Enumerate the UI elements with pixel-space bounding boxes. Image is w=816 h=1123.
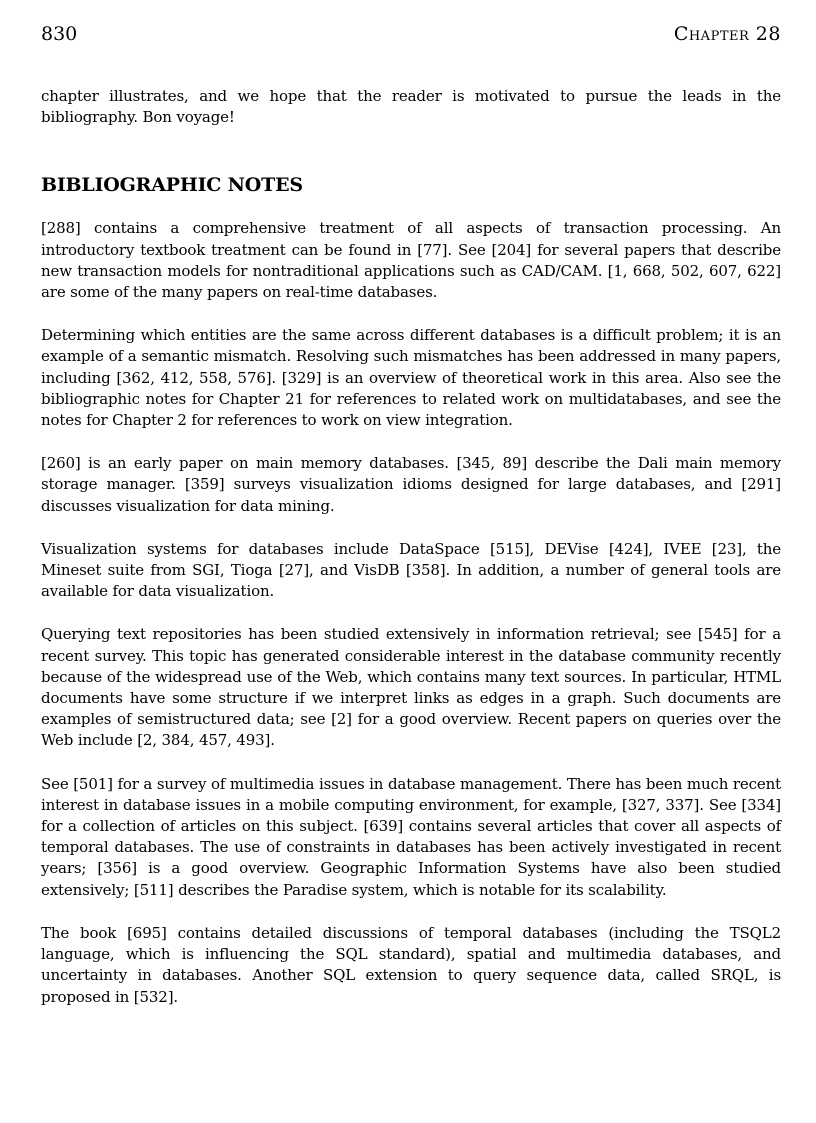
paragraph-transaction-processing: [288] contains a comprehensive treatment of all aspects of transaction processing. An introductory textbook treatment can be found in [77]. See [204] for several papers that describe new transaction models for nontraditional applications such as CAD/CAM. [1, 668, 502, 607, 622] are some of the many papers on real-time databases. bbox=[41, 219, 781, 302]
chapter-label: Chapter 28 bbox=[673, 23, 781, 45]
continued-paragraph: chapter illustrates, and we hope that the reader is motivated to pursue the leads in the bibliography. Bon voyage! bbox=[41, 87, 781, 127]
running-head bbox=[41, 22, 781, 46]
paragraph-temporal-book: The book [695] contains detailed discussions of temporal databases (including the TSQL2 language, which is influencing the SQL standard), spatial and multimedia databases, and uncertainty in databases. Another SQL extension to query sequence data, called SRQL, is proposed in [532]. bbox=[41, 923, 781, 1006]
paragraph-text-repositories: Querying text repositories has been studied extensively in information retrieval; see [545] for a recent survey. This topic has generated considerable interest in the database community recently because of the widespread use of the Web, which contains many text sources. In particular, HTML documents have some structure if we interpret links as edges in a graph. Such documents are examples of semistructured data; see [2] for a good overview. Recent papers on queries over the Web include [2, 384, 457, 493]. bbox=[41, 625, 781, 750]
paragraph-main-memory: [260] is an early paper on main memory databases. [345, 89] describe the Dali main memory storage manager. [359] surveys visualization idioms designed for large databases, and [291] discusses visualization for data mining. bbox=[41, 454, 781, 515]
section-heading: BIBLIOGRAPHIC NOTES bbox=[41, 174, 303, 197]
paragraph-semantic-mismatch: Determining which entities are the same across different databases is a difficult problem; it is an example of a semantic mismatch. Resolving such mismatches has been addressed in many papers, including [362, 412, 558, 576]. [329] is an overview of theoretical work in this area. Also see the bibliographic notes for Chapter 21 for references to related work on multidatabases, and see the notes for Chapter 2 for references to work on view integration. bbox=[41, 326, 781, 430]
page-body bbox=[41, 86, 781, 1030]
page-number: 830 bbox=[41, 23, 78, 45]
paragraph-multimedia: See [501] for a survey of multimedia issues in database management. There has been much recent interest in database issues in a mobile computing environment, for example, [327, 337]. See [334] for a collection of articles on this subject. [639] contains several articles that cover all aspects of temporal databases. The use of constraints in databases has been actively investigated in recent years; [356] is a good overview. Geographic Information Systems have also been studied extensively; [511] describes the Paradise system, which is notable for its scalability. bbox=[41, 774, 781, 899]
paragraph-visualization-systems: Visualization systems for databases include DataSpace [515], DEVise [424], IVEE [23], the Mineset suite from SGI, Tioga [27], and VisDB [358]. In addition, a number of general tools are available for data visualization. bbox=[41, 539, 781, 601]
